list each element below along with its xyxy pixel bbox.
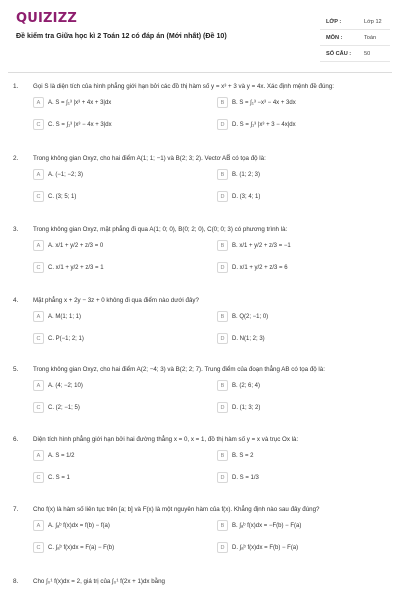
question-text: Mặt phẳng x + 2y − 3z + 0 không đi qua điểm nào dưới đây? bbox=[33, 297, 199, 304]
option-a[interactable] bbox=[33, 520, 110, 531]
option-d[interactable] bbox=[217, 402, 260, 413]
question-text: Cho ∫₀¹ f(x)dx = 2, giá trị của ∫₀¹ f(2x + 1)dx bằng bbox=[33, 578, 165, 585]
option-text: C. ∫ₐᵇ f(x)dx = F(a) − F(b) bbox=[48, 544, 115, 551]
option-text: A. M(1; 1; 1) bbox=[48, 313, 82, 320]
question-number: 1. bbox=[13, 83, 19, 90]
option-d[interactable] bbox=[217, 262, 288, 273]
option-letter-box: B bbox=[217, 240, 228, 251]
option-text: B. S = ∫₁³ −x³ − 4x + 3dx bbox=[232, 99, 296, 106]
option-text: B. Q(2; −1; 0) bbox=[232, 313, 269, 320]
option-letter-box: D bbox=[217, 402, 228, 413]
option-b[interactable] bbox=[217, 450, 254, 461]
option-text: C. S = 1 bbox=[48, 474, 70, 481]
option-d[interactable] bbox=[217, 333, 265, 344]
option-letter-box: A bbox=[33, 97, 44, 108]
option-text: A. x/1 + y/2 + z/3 = 0 bbox=[48, 242, 104, 249]
worksheet-title: Đề kiểm tra Giữa học kì 2 Toán 12 có đáp án (Mới nhất) (Đề 10) bbox=[16, 32, 227, 40]
option-c[interactable] bbox=[33, 191, 76, 202]
option-d[interactable] bbox=[217, 542, 298, 553]
question-1 bbox=[0, 83, 400, 145]
option-text: D. (3; 4; 1) bbox=[232, 193, 261, 200]
question-4 bbox=[0, 297, 400, 359]
option-text: C. (3; 5; 1) bbox=[48, 193, 77, 200]
option-a[interactable] bbox=[33, 450, 75, 461]
worksheet-header bbox=[0, 0, 400, 70]
option-b[interactable] bbox=[217, 169, 260, 180]
option-text: A. (−1; −2; 3) bbox=[48, 171, 84, 178]
option-d[interactable] bbox=[217, 472, 259, 483]
option-text: B. (1; 2; 3) bbox=[232, 171, 261, 178]
option-letter-box: C bbox=[33, 472, 44, 483]
option-c[interactable] bbox=[33, 542, 114, 553]
option-a[interactable] bbox=[33, 380, 83, 391]
question-text: Diện tích hình phẳng giới hạn bởi hai đường thẳng x = 0, x = 1, đồ thị hàm số y = x và trục Ox là: bbox=[33, 436, 299, 443]
option-a[interactable] bbox=[33, 240, 103, 251]
question-number: 5. bbox=[13, 366, 19, 373]
option-text: D. S = 1/3 bbox=[232, 474, 259, 481]
option-b[interactable] bbox=[217, 311, 268, 322]
question-number: 8. bbox=[13, 578, 19, 585]
option-text: A. ∫ₐᵇ f(x)dx = f(b) − f(a) bbox=[48, 522, 110, 529]
meta-row-subject bbox=[320, 30, 390, 46]
option-text: D. x/1 + y/2 + z/3 = 6 bbox=[232, 264, 288, 271]
option-text: C. x/1 + y/2 + z/3 = 1 bbox=[48, 264, 104, 271]
option-text: B. x/1 + y/2 + z/3 = −1 bbox=[232, 242, 291, 249]
meta-value: Lớp 12 bbox=[364, 19, 382, 25]
option-a[interactable] bbox=[33, 97, 111, 108]
question-number: 6. bbox=[13, 436, 19, 443]
meta-key: SỐ CÂU : bbox=[326, 51, 352, 57]
meta-panel bbox=[320, 14, 390, 62]
option-letter-box: C bbox=[33, 191, 44, 202]
question-8 bbox=[0, 578, 400, 596]
option-a[interactable] bbox=[33, 169, 83, 180]
option-text: D. N(1; 2; 3) bbox=[232, 335, 265, 342]
option-letter-box: A bbox=[33, 380, 44, 391]
question-text: Trong không gian Oxyz, cho hai điểm A(1; 1; −1) và B(2; 3; 2). Vectơ AB⃗ có tọa độ là: bbox=[33, 155, 266, 162]
option-letter-box: A bbox=[33, 169, 44, 180]
option-letter-box: B bbox=[217, 450, 228, 461]
option-c[interactable] bbox=[33, 472, 70, 483]
option-d[interactable] bbox=[217, 191, 260, 202]
option-letter-box: D bbox=[217, 262, 228, 273]
option-letter-box: B bbox=[217, 380, 228, 391]
option-letter-box: D bbox=[217, 191, 228, 202]
option-b[interactable] bbox=[217, 97, 296, 108]
option-letter-box: A bbox=[33, 450, 44, 461]
option-text: D. S = ∫₁³ |x³ + 3 − 4x|dx bbox=[232, 121, 296, 128]
option-text: C. (2; −1; 5) bbox=[48, 404, 80, 411]
option-letter-box: A bbox=[33, 311, 44, 322]
question-number: 2. bbox=[13, 155, 19, 162]
option-text: A. S = 1/2 bbox=[48, 452, 75, 459]
option-text: C. S = ∫₁³ |x³ − 4x + 3|dx bbox=[48, 121, 112, 128]
option-text: B. S = 2 bbox=[232, 452, 254, 459]
option-c[interactable] bbox=[33, 402, 80, 413]
question-number: 3. bbox=[13, 226, 19, 233]
option-letter-box: B bbox=[217, 97, 228, 108]
question-2 bbox=[0, 155, 400, 217]
question-5 bbox=[0, 366, 400, 428]
meta-row-class bbox=[320, 14, 390, 30]
question-text: Trong không gian Oxyz, mặt phẳng đi qua A(1; 0; 0), B(0; 2; 0), C(0; 0; 3) có phương trình là: bbox=[33, 226, 288, 233]
option-letter-box: A bbox=[33, 240, 44, 251]
option-text: D. ∫ₐᵇ f(x)dx = F(b) − F(a) bbox=[232, 544, 299, 551]
option-text: D. (1; 3; 2) bbox=[232, 404, 261, 411]
option-text: A. (4; −2; 10) bbox=[48, 382, 83, 389]
option-c[interactable] bbox=[33, 333, 84, 344]
option-letter-box: C bbox=[33, 333, 44, 344]
option-letter-box: C bbox=[33, 402, 44, 413]
meta-value: Toán bbox=[364, 35, 377, 41]
option-letter-box: D bbox=[217, 333, 228, 344]
option-text: B. ∫ₐᵇ f(x)dx = −F(b) − F(a) bbox=[232, 522, 302, 529]
question-number: 4. bbox=[13, 297, 19, 304]
option-text: A. S = ∫₁³ |x³ + 4x + 3|dx bbox=[48, 99, 112, 106]
question-text: Gọi S là diện tích của hình phẳng giới hạn bởi các đồ thị hàm số y = x³ + 3 và y = 4x. Xác định mệnh đề đúng: bbox=[33, 83, 335, 90]
option-b[interactable] bbox=[217, 520, 301, 531]
option-letter-box: B bbox=[217, 311, 228, 322]
option-c[interactable] bbox=[33, 119, 112, 130]
meta-key: MÔN : bbox=[326, 35, 343, 41]
option-letter-box: B bbox=[217, 520, 228, 531]
option-b[interactable] bbox=[217, 380, 260, 391]
option-b[interactable] bbox=[217, 240, 291, 251]
meta-value: 50 bbox=[364, 51, 371, 57]
option-letter-box: D bbox=[217, 542, 228, 553]
question-text: Trong không gian Oxyz, cho hai điểm A(2; −4; 3) và B(2; 2; 7). Trung điểm của đoạn thẳng AB có tọa độ là: bbox=[33, 366, 325, 373]
quizizz-logo: QUIZIZZ bbox=[16, 11, 77, 26]
option-d[interactable] bbox=[217, 119, 296, 130]
option-text: C. P(−1; 2; 1) bbox=[48, 335, 84, 342]
question-3 bbox=[0, 226, 400, 288]
question-6 bbox=[0, 436, 400, 498]
meta-row-count bbox=[320, 46, 390, 62]
option-letter-box: D bbox=[217, 472, 228, 483]
option-letter-box: D bbox=[217, 119, 228, 130]
header-divider bbox=[8, 72, 392, 73]
question-number: 7. bbox=[13, 506, 19, 513]
option-letter-box: C bbox=[33, 119, 44, 130]
option-letter-box: C bbox=[33, 542, 44, 553]
option-text: B. (2; 6; 4) bbox=[232, 382, 261, 389]
option-letter-box: A bbox=[33, 520, 44, 531]
option-c[interactable] bbox=[33, 262, 104, 273]
question-7 bbox=[0, 506, 400, 568]
option-letter-box: B bbox=[217, 169, 228, 180]
question-text: Cho f(x) là hàm số liên tục trên [a; b] và F(x) là một nguyên hàm của f(x). Khẳng định nào sau đây đúng? bbox=[33, 506, 320, 513]
option-a[interactable] bbox=[33, 311, 81, 322]
option-letter-box: C bbox=[33, 262, 44, 273]
meta-key: LỚP : bbox=[326, 19, 342, 25]
